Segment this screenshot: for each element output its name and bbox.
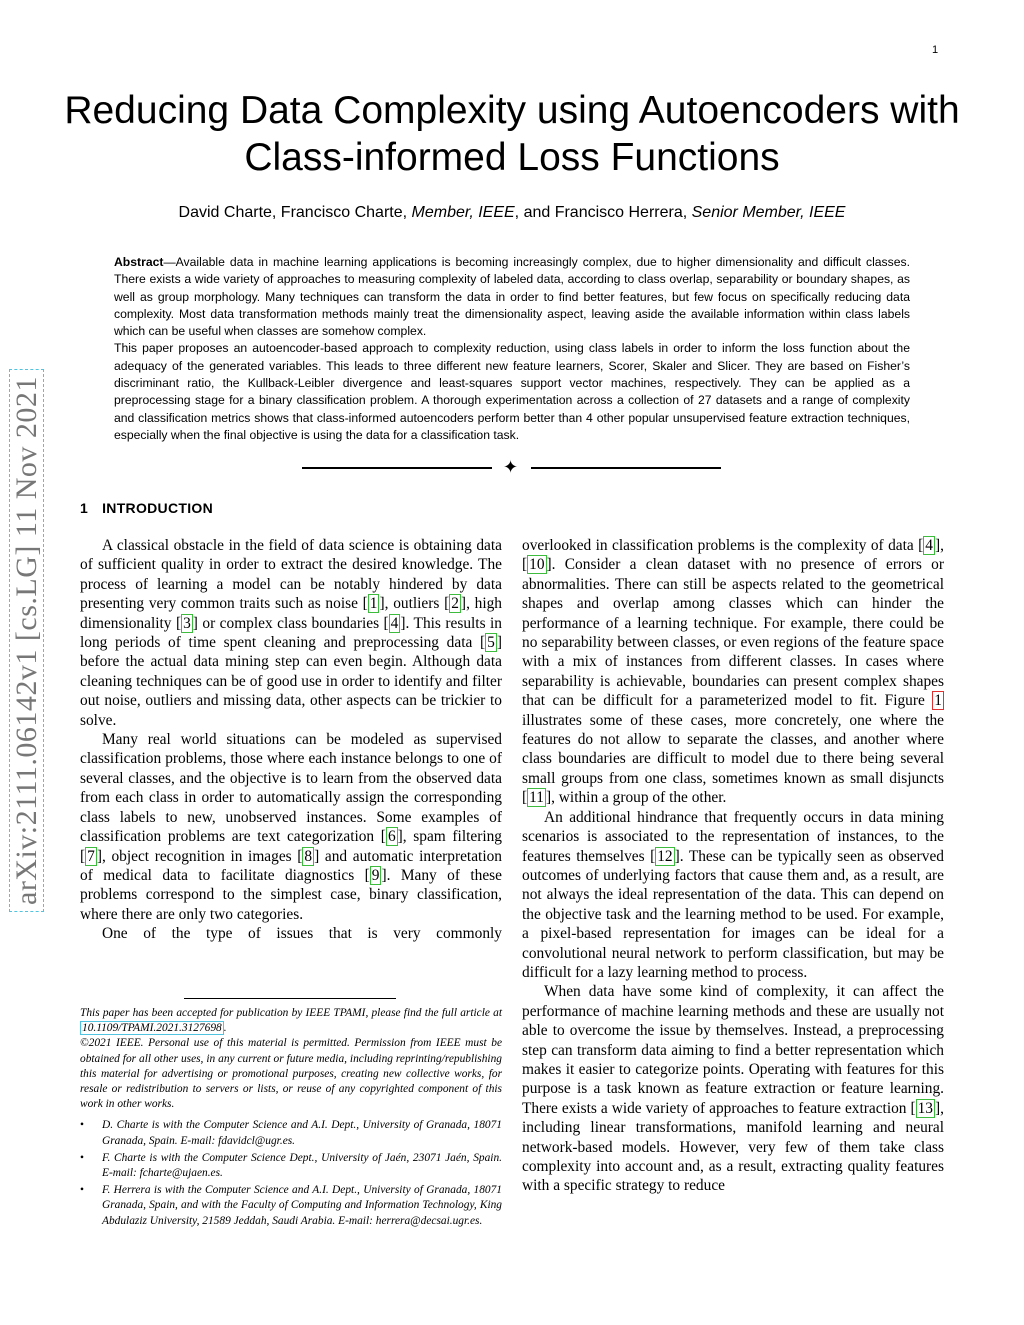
footnote-copyright: ©2021 IEEE. Personal use of this material is permitted. Permission from IEEE must be obtained for all other uses, in any current or future media, including reprinting/republishing this material for advertising or promotional purposes, creating new collective works, for resale or redistribution to servers or lists, or reuse of any copyrighted component of this work in other works. — [80, 1037, 502, 1111]
citation-link[interactable]: 13 — [917, 1099, 933, 1117]
citation-link[interactable]: 6 — [387, 828, 396, 846]
bullet-icon: • — [80, 1151, 84, 1164]
section-heading — [80, 500, 213, 516]
bullet-icon: • — [80, 1119, 84, 1132]
citation-link[interactable]: 2 — [451, 595, 459, 613]
author-role-2: Senior Member, IEEE — [691, 204, 846, 221]
abstract-paragraph-2: This paper proposes an autoencoder-based approach to complexity reduction, using class labels in order to inform the loss function about the adequacy of the generated variables. This leads to three different new feature learners, Scorer, Skaler and Slicer. They are based on Fisher’s discriminant ratio, the Kullback-Leibler divergence and least-squares support vector machines, respectively. They can be applied as a preprocessing stage for a binary classification problem. A thorough experimentation across a collection of 27 datasets and a range of complexity and classification metrics shows that class-informed autoencoders perform better than 4 other popular unsupervised feature extraction techniques, especially when the final objective is using the data for a classification task. — [114, 341, 910, 442]
citation-link[interactable]: 10 — [529, 556, 545, 574]
citation-link[interactable]: 5 — [487, 634, 495, 652]
intro-paragraph-4: An additional hindrance that frequently occurs in data mining scenarios is associated to the representation of instances, to the features themselves [ 12 ]. These can be typically seen as observed outcomes of underlying factors that cause them and, as a result, are not always the ideal representation of the data. This can depend on the objective task and the learning method to be used. For example, a pixel-based representation for images can be ideal for a convolutional neural network to perform classification, but may be difficult for a lazy learning method to process. — [522, 808, 944, 981]
footnote-publication: This paper has been accepted for publication by IEEE TPAMI, please find the full article at 10.1109/TPAMI.2021.3127698 . — [80, 1007, 502, 1035]
figure-link[interactable]: 1 — [934, 692, 942, 710]
citation-link[interactable]: 1 — [369, 595, 378, 613]
affiliation-item: • D. Charte is with the Computer Science and A.I. Dept., University of Granada, 18071 Granada, Spain. E-mail: fdavidcl@ugr.es. — [80, 1119, 502, 1147]
right-column — [522, 536, 944, 1196]
affiliation-list — [80, 1118, 502, 1228]
divider-line-left — [302, 467, 492, 469]
arxiv-id-link[interactable]: arXiv:2111.06142v1 [cs.LG] 11 Nov 2021 — [9, 369, 44, 912]
section-divider — [0, 458, 1024, 478]
footnote-rule — [184, 998, 396, 999]
citation-link[interactable]: 4 — [390, 614, 399, 632]
citation-link[interactable]: 9 — [371, 866, 380, 884]
citation-link[interactable]: 11 — [529, 789, 544, 807]
authors-part-2: , and Francisco Herrera, — [514, 204, 692, 221]
intro-paragraph-2: Many real world situations can be modeled as supervised classification problems, those where each instance belongs to one of several classes, and the objective is to learn from the observed data from each class in order to automatically assign the corresponding class labels to new, unobserved instances. Some examples of classification problems are text categorization [ 6 ], spam filtering [ 7 ], object recognition in images [ 8 ] and automatic interpretation of medical data to facilitate diagnostics [ 9 ]. Many of these problems correspond to the simplest case, binary classification, where there are only two categories. — [80, 731, 503, 923]
intro-paragraph-1: A classical obstacle in the field of data science is obtaining data of sufficient quality in order to extract the desired knowledge. The process of learning a model can be notably hindered by data presenting very common traits such as noise [ 1 ], outliers [ 2 ], high dimensionality [ 3 ] or complex class boundaries [ 4 ]. This results in long periods of time spent cleaning and preprocessing data [ 5 ] before the actual data mining step can even begin. Although data cleaning techniques can be of good use in order to identify and filter out noise, outliers and missing data, other aspects can be trickier to solve. — [80, 537, 502, 729]
footnotes — [80, 1006, 502, 1231]
authors-part-1: David Charte, Francisco Charte, — [178, 204, 412, 221]
citation-link[interactable]: 12 — [657, 847, 673, 865]
author-list — [60, 204, 964, 222]
divider-star-icon: ✦ — [503, 457, 519, 478]
author-role-1: Member, IEEE — [411, 204, 515, 221]
citation-link[interactable]: 3 — [183, 614, 191, 632]
page-number: 1 — [932, 44, 939, 56]
section-title: INTRODUCTION — [102, 500, 214, 516]
arxiv-identifier[interactable] — [10, 312, 44, 912]
abstract-label: Abstract — [114, 255, 164, 269]
divider-line-right — [531, 467, 721, 469]
intro-paragraph-3-cont: overlooked in classification problems is the complexity of data [ 4 ], [ 10 ]. Consider a clean dataset with no presence of errors or abnormalities. There can still be aspects related to the geometrical shapes and overlap among classes which can hinder the performance of a learning technique. For example, there could be no separability between classes, or even regions of the feature space with a mix of instances from different classes. In cases where separability is achievable, boundaries can present complex shapes that can be difficult for a parameterized model to fit. Figure 1 illustrates some of these cases, more concretely, one where the features do not allow to separate the classes, and another where class boundaries are difficult to model due to there being several small groups from one class, sometimes known as small disjuncts [ 11 ], within a group of the other. — [522, 537, 944, 807]
doi-link[interactable]: 10.1109/TPAMI.2021.3127698 — [82, 1022, 222, 1035]
affiliation-item: • F. Herrera is with the Computer Science and A.I. Dept., University of Granada, 18071 Granada, Spain, and with the Faculty of Computing and Information Technology, King Abdulaziz University, 21589 Jeddah, Saudi Arabia. E-mail: herrera@decsai.ugr.es. — [80, 1184, 502, 1227]
bullet-icon: • — [80, 1184, 84, 1197]
abstract-text-1: —Available data in machine learning applications is becoming increasingly complex, due to higher dimensionality and difficult classes. There exists a wide variety of approaches to measuring complexity of labeled data, according to class overlap, separability or boundary shapes, as well as group morphology. Many techniques can transform the data in order to find better features, but few focus on specifically reducing data complexity. Most data transformation methods mainly treat the dimensionality aspect, leaving aside the available information within class labels which can be useful when classes are somehow complex. — [114, 255, 910, 339]
intro-paragraph-5: When data have some kind of complexity, it can affect the performance of machine learning methods and these are usually not able to overcome the issue by themselves. Instead, a preprocessing step can transform data aiming to find a better representation which makes it easier to categorize points. Operating with features for this purpose is a task known as feature extraction or feature learning. There exists a wide variety of approaches to feature extraction [ 13 ], including linear transformations, manifold learning and neural network-based models. However, very few of them take class complexity into account and, as a result, extracting quality features with a specific strategy to reduce — [522, 983, 944, 1195]
abstract — [114, 254, 910, 444]
affiliation-item: • F. Charte is with the Computer Science Dept., University of Jaén, 23071 Jaén, Spain. E-mail: fcharte@ujaen.es. — [80, 1151, 502, 1180]
abstract-paragraph-1 — [114, 254, 910, 340]
paper-title: Reducing Data Complexity using Autoencoders with Class-informed Loss Functions — [64, 89, 960, 179]
citation-link[interactable]: 8 — [304, 847, 313, 865]
intro-paragraph-3: One of the type of issues that is very commonly — [102, 925, 502, 943]
citation-link[interactable]: 4 — [925, 537, 933, 554]
section-number: 1 — [80, 500, 89, 516]
left-column — [80, 536, 502, 944]
citation-link[interactable]: 7 — [87, 847, 95, 865]
